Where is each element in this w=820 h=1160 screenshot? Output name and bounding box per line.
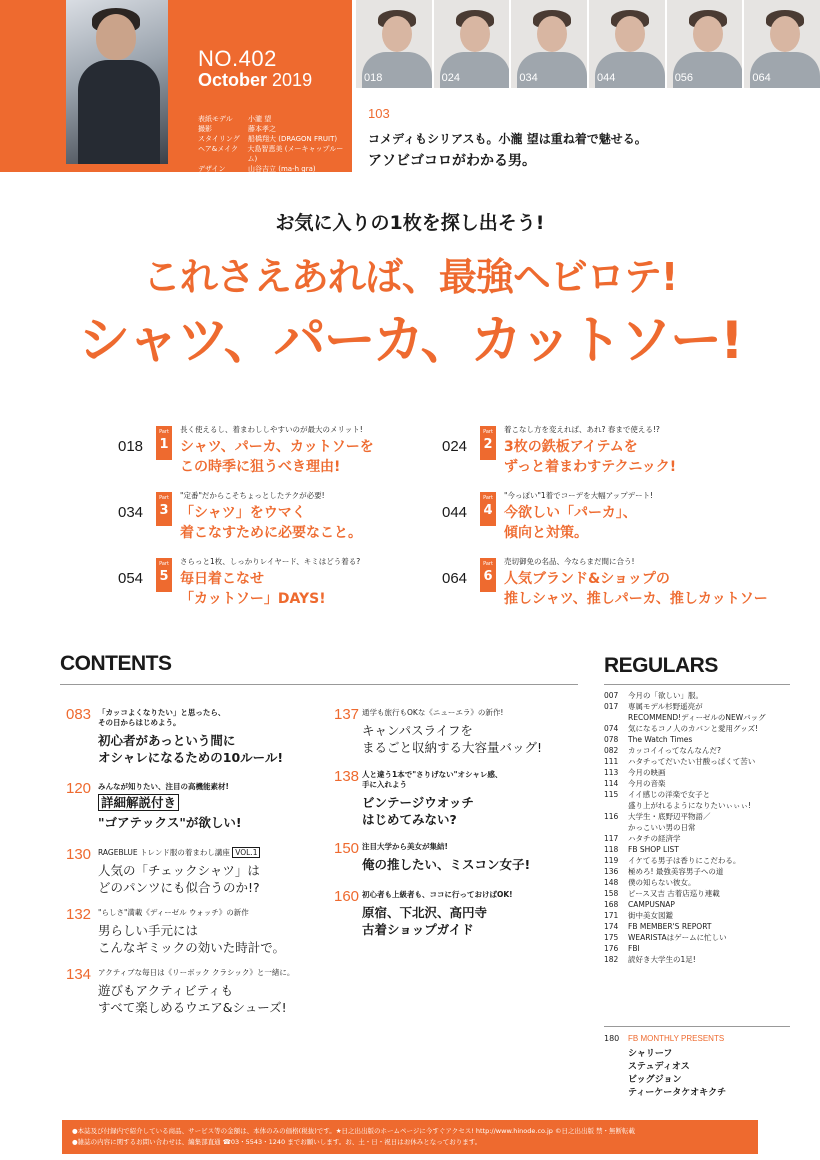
vol-label: VOL.1 bbox=[232, 847, 260, 858]
footer-line-2: ●雑誌の内容に関するお問い合わせは、編集部直通 ☎03・5543・1240 までお願いします。お、土・日・祝日はお休みとなっております。 bbox=[72, 1138, 482, 1146]
issue-number: NO.402 bbox=[198, 46, 277, 71]
list-item[interactable]: 078 The Watch Times bbox=[604, 735, 693, 744]
contents-entry-134[interactable]: 134 アクティブな毎日は《リーボック クラシック》と一緒に。 遊びもアクティビティも すべて楽しめるウエア&シューズ! bbox=[66, 966, 295, 1015]
part-3[interactable]: 034 Part 3 "定番"だからこそちょっとしたテクが必要! 「シャツ」をウマく 着こなすために必要なこと。 bbox=[118, 491, 362, 541]
list-item[interactable]: 174 FB MEMBER'S REPORT bbox=[604, 922, 712, 931]
regulars-divider bbox=[604, 684, 790, 685]
feature-title[interactable]: アソビゴコロがわかる男。 bbox=[368, 153, 536, 169]
thumb-056[interactable]: 056 bbox=[667, 0, 743, 88]
thumb-034[interactable]: 034 bbox=[511, 0, 587, 88]
list-item[interactable]: 168 CAMPUSNAP bbox=[604, 900, 675, 909]
part-1[interactable]: 018 Part 1 長く使えるし、着まわししやすいのが最大のメリット! シャツ、パーカ、カットソーを この時季に狙うべき理由! bbox=[118, 425, 374, 475]
list-item[interactable]: 117 ハタチの経済学 bbox=[604, 834, 681, 843]
footer-notice bbox=[62, 1120, 758, 1154]
list-item[interactable]: 111 ハタチってだいたい甘酸っぱくて苦い bbox=[604, 757, 756, 766]
part-badge: Part 6 bbox=[480, 558, 496, 592]
contents-entry-132[interactable]: 132 "らしさ"満載《ディーゼル ウォッチ》の新作 男らしい手元には こんなギミックの効いた時計で。 bbox=[66, 906, 286, 955]
part-badge: Part 5 bbox=[156, 558, 172, 592]
thumb-064[interactable]: 064 bbox=[744, 0, 820, 88]
part-badge: Part 4 bbox=[480, 492, 496, 526]
regulars-list bbox=[604, 690, 790, 965]
thumb-044[interactable]: 044 bbox=[589, 0, 665, 88]
contents-entry-120[interactable]: 120 みんなが知りたい、注目の高機能素材! 詳細解説付き "ゴアテックス"が欲しい! bbox=[66, 780, 242, 830]
part-badge: Part 2 bbox=[480, 426, 496, 460]
list-item[interactable]: 176 FBI bbox=[604, 944, 640, 953]
list-item[interactable]: 148 僕の知らない彼女。 bbox=[604, 878, 696, 887]
list-item[interactable]: 116 大学生・底野辺平物語／ bbox=[604, 812, 711, 821]
contents-entry-150[interactable]: 150 注目大学から美女が集結! 俺の推したい、ミスコン女子! bbox=[334, 840, 531, 872]
list-item[interactable]: 074 気になるコノ人のカバンと愛用グッズ! bbox=[604, 724, 759, 733]
footer-line-1: ●本誌及び付録内で紹介している商品、サービス等の金額は、本体のみの価格(税抜)です。★日之出出版のホームページに今すぐアクセス! http://www.hinode.co.jp ©日之出出版 禁・無断転載 bbox=[72, 1127, 636, 1135]
feature-page-number: 103 bbox=[368, 106, 390, 121]
list-item[interactable]: 114 今月の音楽 bbox=[604, 779, 666, 788]
list-item[interactable]: 007 今月の「欲しい」服。 bbox=[604, 691, 703, 700]
feature-thumbnails bbox=[356, 0, 820, 88]
contents-entry-083[interactable]: 083 「カッコよくなりたい」と思ったら、 その日からはじめよう。 初心者があっという間に オシャレになるための10ルール! bbox=[66, 706, 284, 765]
list-item[interactable]: 118 FB SHOP LIST bbox=[604, 845, 679, 854]
feature-lead[interactable]: コメディもシリアスも。小瀧 望は重ね着で魅せる。 bbox=[368, 132, 647, 146]
headline-line-1: これさえあれば、最強ヘビロテ! bbox=[142, 255, 678, 299]
thumb-018[interactable]: 018 bbox=[356, 0, 432, 88]
list-item[interactable]: 盛り上がれるようになりたいぃぃぃ! bbox=[628, 801, 752, 810]
thumb-024[interactable]: 024 bbox=[434, 0, 510, 88]
part-5[interactable]: 054 Part 5 さらっと1枚、しっかりレイヤード、キミはどう着る? 毎日着こなせ 「カットソー」DAYS! bbox=[118, 557, 361, 607]
headline-line-2: シャツ、パーカ、カットソー! bbox=[78, 311, 742, 371]
part-6[interactable]: 064 Part 6 売切御免の名品、今ならまだ間に合う! 人気ブランド&ショップの 推しシャツ、推しパーカ、推しカットソー bbox=[442, 557, 768, 607]
list-item[interactable]: 119 イケてる男子は香りにこだわる。 bbox=[604, 856, 741, 865]
list-item[interactable]: かっこいい男の日常 bbox=[628, 823, 696, 832]
list-item[interactable]: 115 イイ感じの洋楽で女子と bbox=[604, 790, 711, 799]
present-item: ティーケータケオキクチ bbox=[628, 1088, 727, 1098]
part-4[interactable]: 044 Part 4 "今っぽい"1着でコーデを大幅アップデート! 今欲しい「パーカ」、 傾向と対策。 bbox=[442, 491, 654, 541]
list-item[interactable]: 113 今月の映画 bbox=[604, 768, 666, 777]
list-item[interactable]: 171 街中美女図鑑 bbox=[604, 911, 673, 920]
headline-kicker: お気に入りの1枚を探し出そう! bbox=[275, 212, 545, 234]
regulars-title: REGULARS bbox=[604, 654, 718, 677]
list-item[interactable]: 175 WEARISTAはゲームに忙しい bbox=[604, 933, 727, 942]
list-item[interactable]: 136 極めろ! 最強美容男子への道 bbox=[604, 867, 724, 876]
part-badge: Part 3 bbox=[156, 492, 172, 526]
contents-entry-130[interactable]: 130 RAGEBLUE トレンド服の着まわし講座 VOL.1 人気の「チェックシャツ」は どのパンツにも似合うのか!? bbox=[66, 846, 260, 895]
contents-entry-138[interactable]: 138 人と違う1本で"さりげない"オシャレ感、 手に入れよう ビンテージウオッチ はじめてみない? bbox=[334, 768, 503, 827]
contents-entry-160[interactable]: 160 初心者も上級者も、ココに行っておけばOK! 原宿、下北沢、高円寺 古着ショップガイド bbox=[334, 888, 513, 937]
list-item[interactable]: 082 カッコイイってなんなんだ? bbox=[604, 746, 722, 755]
issue-header-panel bbox=[0, 0, 352, 172]
cover-thumbnail[interactable] bbox=[66, 0, 168, 164]
contents-divider bbox=[60, 684, 578, 685]
part-2[interactable]: 024 Part 2 着こなし方を変えれば、あれ? 春まで使える!? 3枚の鉄板アイテムを ずっと着まわすテクニック! bbox=[442, 425, 677, 475]
present-item: シャリーフ bbox=[628, 1049, 673, 1059]
list-item[interactable]: 158 ピース又吉 古着店巡り連載 bbox=[604, 889, 720, 898]
present-item: ステュディオス bbox=[628, 1062, 690, 1072]
contents-entry-137[interactable]: 137 通学も旅行もOKな《ニューエラ》の新作! キャンパスライフを まるごと収納する大容量バッグ! bbox=[334, 706, 543, 755]
part-badge: Part 1 bbox=[156, 426, 172, 460]
presents-divider bbox=[604, 1026, 790, 1027]
detail-label: 詳細解説付き bbox=[98, 794, 179, 811]
list-item[interactable]: 017 専属モデル杉野遥亮が bbox=[604, 702, 703, 711]
present-item: ビッグジョン bbox=[628, 1075, 682, 1085]
list-item[interactable]: 182 読好き大学生の1足! bbox=[604, 955, 696, 964]
issue-date: October 2019 bbox=[198, 70, 313, 90]
contents-title: CONTENTS bbox=[60, 652, 172, 675]
credits-list: 表紙モデル 小瀧 望 撮影 藤本孝之 スタイリング 船橋翔大 (DRAGON FRUIT) ヘア&メイク 大島智恵美 (メーキャップルーム) デザイン 山谷吉立 (ma-h gra) bbox=[198, 115, 344, 173]
list-item[interactable]: RECOMMEND!ディーゼルのNEWバッグ bbox=[628, 713, 766, 722]
